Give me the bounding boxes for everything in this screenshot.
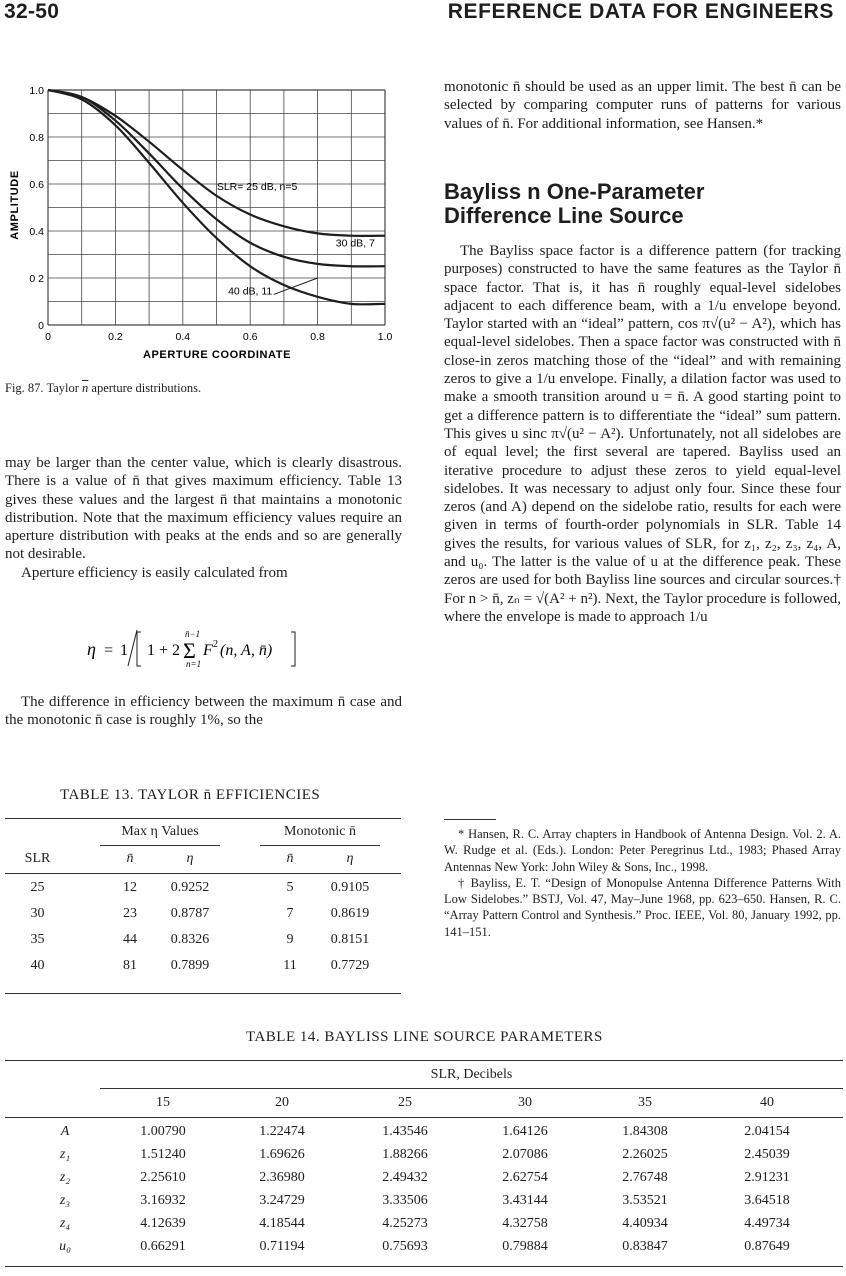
table14-cell: 4.32758 <box>502 1216 548 1231</box>
table14-cell: 0.66291 <box>140 1239 186 1254</box>
table14-cell: 1.22474 <box>259 1124 305 1139</box>
table-rule <box>5 993 401 994</box>
table13-cell: 25 <box>30 880 45 895</box>
table14-cell: 4.18544 <box>259 1216 305 1231</box>
running-title: REFERENCE DATA FOR ENGINEERS <box>447 0 834 23</box>
table13-group-header: Max η Values <box>121 824 199 839</box>
table13-cell: 9 <box>286 932 294 947</box>
table-rule <box>260 845 380 846</box>
svg-text:=: = <box>104 642 114 659</box>
footnote: * Hansen, R. C. Array chapters in Handbook of Antenna Design. Vol. 2. A. W. Rudge et al. (Eds.). London: Peter Peregrinus Ltd., 1983; Phased Array Antennas New York: John Wiley & Sons, Inc., 1998. <box>444 827 841 874</box>
table14-cell: 1.88266 <box>382 1147 428 1162</box>
table14-column-header: 35 <box>638 1095 652 1110</box>
table13-cell: 0.8326 <box>170 932 210 947</box>
svg-text:2: 2 <box>213 639 218 650</box>
table14-cell: 3.53521 <box>622 1193 668 1208</box>
table14-row-label: u₀ <box>59 1239 71 1254</box>
y-axis-label: AMPLITUDE <box>9 170 21 240</box>
table14-column-header: 25 <box>398 1095 412 1110</box>
table14-cell: 1.51240 <box>140 1147 186 1162</box>
x-tick-label: 0.8 <box>310 331 325 343</box>
table14-cell: 4.12639 <box>140 1216 186 1231</box>
table13-cell: 81 <box>123 958 137 973</box>
table13-cell: 0.8787 <box>170 906 210 921</box>
annotation-leader <box>274 278 318 294</box>
y-tick-label: 0 <box>38 320 44 332</box>
table14-cell: 2.91231 <box>744 1170 790 1185</box>
table14-row-label: z₂ <box>59 1170 71 1185</box>
table-rule <box>5 873 401 874</box>
table14-cell: 2.76748 <box>622 1170 668 1185</box>
aperture-distribution-chart <box>0 75 420 375</box>
table-rule <box>100 845 220 846</box>
x-tick-label: 0.2 <box>108 331 123 343</box>
table14-cell: 1.00790 <box>140 1124 186 1139</box>
y-tick-label: 0 2 <box>29 273 44 285</box>
right-column-body <box>444 242 841 626</box>
svg-text:(n, A, n̄): (n, A, n̄) <box>220 642 273 659</box>
table13-cell: 0.9105 <box>330 880 370 895</box>
table13-cell: 5 <box>286 880 294 895</box>
svg-text:F: F <box>203 642 213 659</box>
table-rule <box>5 1117 843 1118</box>
table14-row-label: z₄ <box>59 1216 71 1231</box>
table13-cell: 35 <box>30 932 45 947</box>
table14-cell: 0.71194 <box>259 1239 305 1254</box>
table14-cell: 0.75693 <box>382 1239 428 1254</box>
svg-text:η: η <box>87 639 96 659</box>
table13-cell: 0.9252 <box>170 880 210 895</box>
table14-column-header: 15 <box>156 1095 170 1110</box>
table14-cell: 3.43144 <box>502 1193 548 1208</box>
paragraph: The Bayliss space factor is a difference pattern (for tracking purposes) constructed to have the same features as the Taylor n̄ space factor. That is, it has n̄ roughly equal-level sidelobes adjacent to each difference beam, with a 1/u envelope beyond. Taylor started with an “ideal” pattern, cos π√(u² − A²), which has equal-level sidelobes. Then a space factor was constructed with n̄ close-in zeros matching those of the “ideal” and with remaining zeros to give a 1/u envelope. Finally, a dilation factor was used to make a smooth transition around u = n̄. A good starting point to get a difference pattern is to differentiate the “ideal” sum pattern. This gives u sinc π√(u² − A²). Unfortunately, not all sidelobes are of equal level; the first several are tapered. Bayliss used an iterative procedure to adjust these zeros to yield equal-level sidelobes. It was necessary to adjust only four. Since these four zeros (and A) depend on the sidelobe ratio, results for each were given in terms of fourth-order polynomials in SLR. Table 14 gives the results, for various values of SLR, for z₁, z₂, z₃, z₄, A, and u₀. The latter is the value of u at the difference peak. These zeros are used for both Bayliss line sources and circular sources.† For n > n̄, zₙ = √(A² + n²). Next, the Taylor procedure is followed, where the envelope is made to approach 1/u <box>444 243 841 625</box>
svg-text:Σ: Σ <box>183 638 196 663</box>
table14-cell: 1.84308 <box>622 1124 668 1139</box>
table14-column-header: 40 <box>760 1095 774 1110</box>
section-heading: Bayliss n One-Parameter Difference Line Source <box>444 179 705 228</box>
footnotes <box>444 826 841 940</box>
table14-cell: 4.40934 <box>622 1216 668 1231</box>
y-tick-label: 0.6 <box>29 179 44 191</box>
left-column-text-after-equation <box>5 693 402 730</box>
footnote: † Bayliss, E. T. “Design of Monopulse Antenna Difference Patterns With Low Sidelobes.” BSTJ, Vol. 47, May–June 1968, pp. 623–650. Hansen, R. C. “Array Pattern Control and Synthesis.” Proc. IEEE, Vol. 80, January 1992, pp. 141–151. <box>444 875 841 939</box>
chart-grid <box>48 90 385 325</box>
table13-title: TABLE 13. TAYLOR n̄ EFFICIENCIES <box>60 787 321 803</box>
footnote-rule <box>444 819 496 820</box>
table14-row-label: z₁ <box>59 1147 71 1162</box>
table13-column-header: SLR <box>24 851 51 866</box>
table14-cell: 2.62754 <box>502 1170 548 1185</box>
table14-cell: 4.49734 <box>744 1216 790 1231</box>
table14-column-header: 20 <box>275 1095 289 1110</box>
svg-text:1: 1 <box>120 642 128 659</box>
svg-text:n=1: n=1 <box>186 659 202 668</box>
table14-cell: 1.69626 <box>259 1147 305 1162</box>
table14-column-header: 30 <box>518 1095 532 1110</box>
table14 <box>5 1060 843 1270</box>
left-column-text <box>5 454 402 582</box>
table14-cell: 1.64126 <box>502 1124 548 1139</box>
efficiency-equation <box>75 628 335 668</box>
table14-cell: 3.64518 <box>744 1193 790 1208</box>
table14-cell: 0.79884 <box>502 1239 548 1254</box>
table13-cell: 0.7729 <box>330 958 370 973</box>
table13-column-header: n̄ <box>286 851 294 866</box>
x-tick-label: 0.6 <box>242 331 258 343</box>
x-tick-label: 1.0 <box>377 331 393 343</box>
y-tick-label: 1.0 <box>29 85 44 97</box>
table14-cell: 2.07086 <box>502 1147 548 1162</box>
x-tick-label: 0 <box>45 331 51 343</box>
x-axis-label: APERTURE COORDINATE <box>142 349 292 361</box>
table-rule <box>100 1088 843 1089</box>
right-column-intro <box>444 78 841 133</box>
table14-row-label: A <box>60 1124 70 1139</box>
page-number: 32-50 <box>4 0 60 23</box>
table13-cell: 30 <box>30 906 45 921</box>
paragraph: The difference in efficiency between the maximum n̄ case and the monotonic n̄ case is roughly 1%, so the <box>5 694 402 729</box>
paragraph: Aperture efficiency is easily calculated from <box>21 564 288 581</box>
y-tick-label: 0.4 <box>29 226 44 238</box>
table13-cell: 40 <box>30 958 45 973</box>
table14-cell: 3.16932 <box>140 1193 186 1208</box>
table13-cell: 0.8619 <box>330 906 370 921</box>
series-annotation: SLR= 25 dB, n=5 <box>216 180 298 193</box>
table14-cell: 1.43546 <box>382 1124 428 1139</box>
series-annotation: 40 dB, 11 <box>228 285 273 298</box>
table14-cell: 0.83847 <box>622 1239 668 1254</box>
table13-cell: 11 <box>283 958 297 973</box>
table13 <box>5 818 401 998</box>
table13-cell: 7 <box>286 906 294 921</box>
table14-cell: 2.25610 <box>140 1170 186 1185</box>
svg-text:n̄−1: n̄−1 <box>185 629 201 639</box>
paragraph: may be larger than the center value, which is clearly disastrous. There is a value of n̄ that gives maximum efficiency. Table 13 gives these values and the largest n̄ that maintains a monotonic distribution. Note that the maximum efficiency values require an aperture distribution with peaks at the ends and so are generally not desirable. <box>5 455 402 563</box>
paragraph: monotonic n̄ should be used as an upper limit. The best n̄ can be selected by comparing computer runs of patterns for various values of n̄. For additional information, see Hansen.* <box>444 79 841 132</box>
table14-cell: 3.24729 <box>259 1193 305 1208</box>
table14-cell: 2.26025 <box>622 1147 668 1162</box>
table13-cell: 0.7899 <box>170 958 210 973</box>
table13-column-header: η <box>346 851 354 866</box>
table14-title: TABLE 14. BAYLISS LINE SOURCE PARAMETERS <box>246 1029 603 1045</box>
table13-cell: 44 <box>123 932 137 947</box>
table14-cell: 4.25273 <box>382 1216 428 1231</box>
table13-cell: 12 <box>123 880 137 895</box>
table14-row-label: z₃ <box>59 1193 71 1208</box>
x-tick-label: 0.4 <box>175 331 191 343</box>
table14-cell: 2.49432 <box>382 1170 428 1185</box>
table13-group-header: Monotonic n̄ <box>284 824 356 839</box>
figure-caption: Fig. 87. Taylor $\overline{n}$ aperture distributions. <box>5 381 202 395</box>
table14-cell: 2.36980 <box>259 1170 305 1185</box>
table13-column-header: η <box>186 851 194 866</box>
svg-text:1 + 2: 1 + 2 <box>147 642 181 659</box>
table13-cell: 0.8151 <box>330 932 370 947</box>
table14-cell: 2.04154 <box>744 1124 790 1139</box>
table14-cell: 2.45039 <box>744 1147 790 1162</box>
table-rule <box>5 1060 843 1061</box>
table14-cell: 0.87649 <box>744 1239 790 1254</box>
table13-cell: 23 <box>123 906 137 921</box>
table14-group-header: SLR, Decibels <box>430 1067 513 1082</box>
series-annotation: 30 dB, 7 <box>335 237 375 250</box>
table14-cell: 3.33506 <box>382 1193 428 1208</box>
table-rule <box>5 818 401 819</box>
y-tick-label: 0.8 <box>29 132 44 144</box>
table-rule <box>5 1266 843 1267</box>
table13-column-header: n̄ <box>126 851 134 866</box>
